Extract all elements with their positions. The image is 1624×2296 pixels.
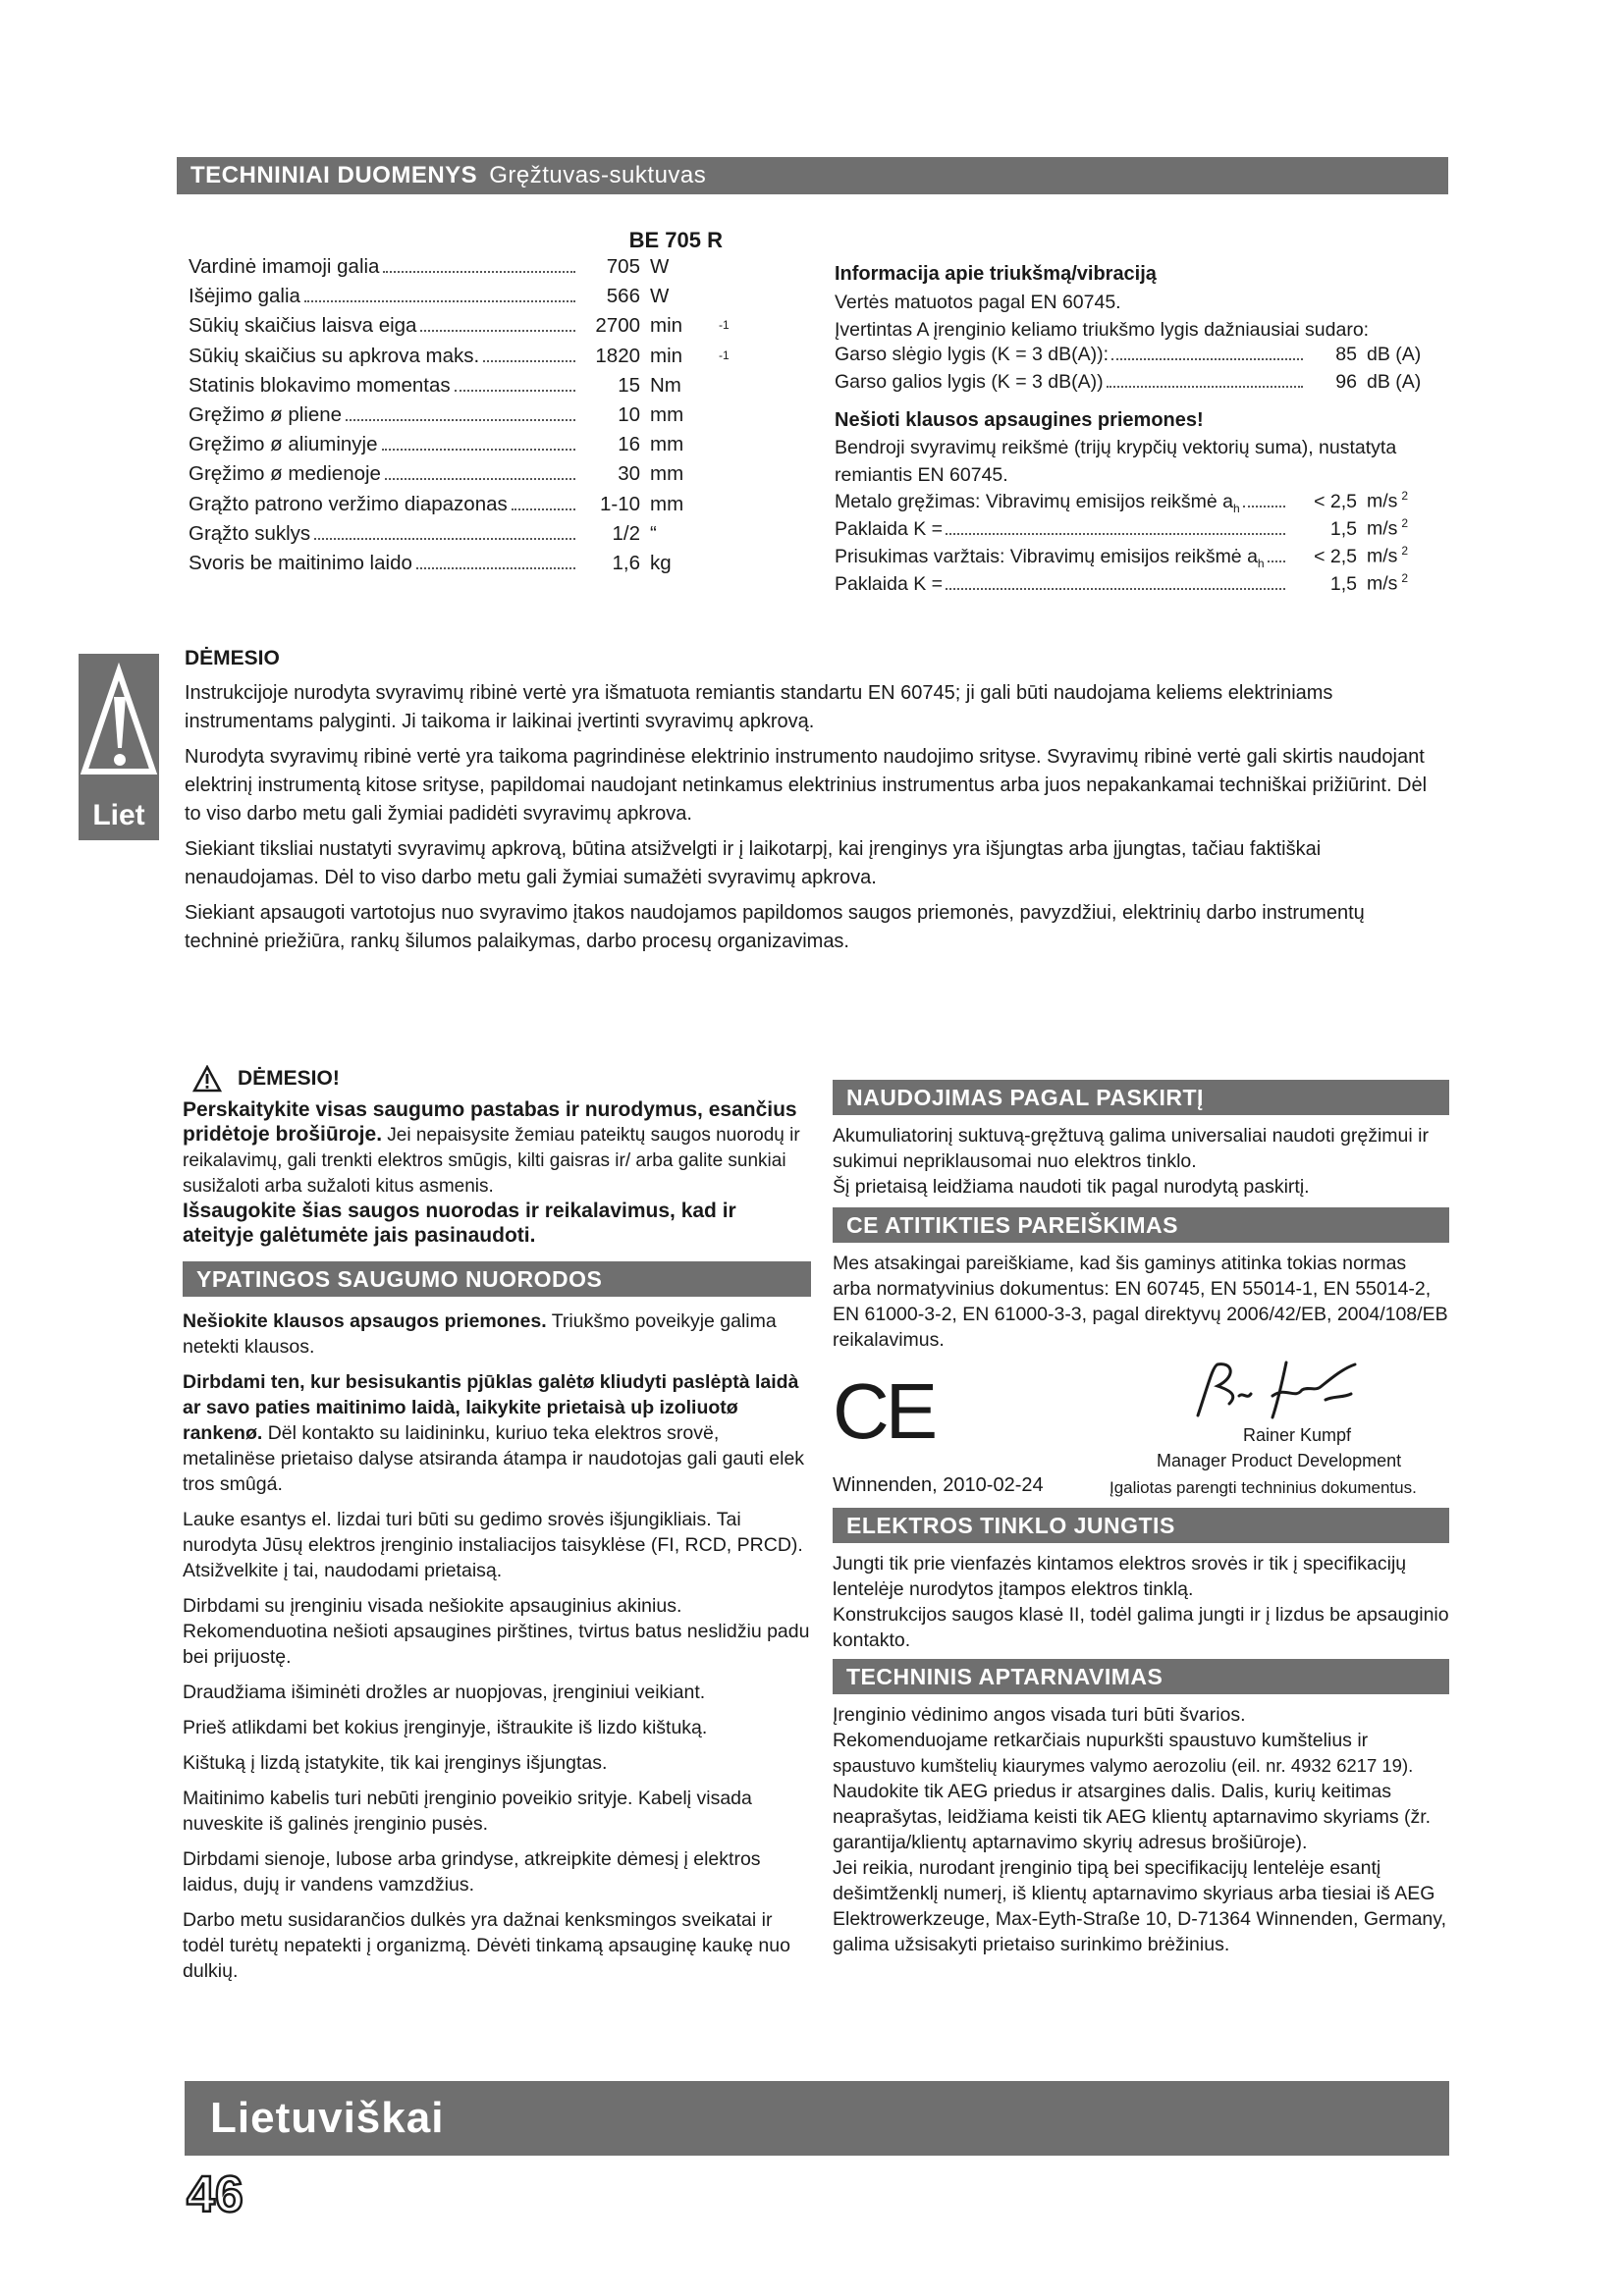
leader-dots [483,360,575,362]
ce-signature-block [833,1362,1449,1508]
spec-superscript [719,552,738,556]
safety-paragraph: Darbo metu susidarančios dulkės yra dažnai kenksmingos sveikatai ir todėl turėtų nepatekti į organizmą. Dėvėti tinkamą apsauginę kaukę nuo dulkių. [183,1909,790,1982]
vibration-row [835,544,1434,571]
leader-dots [1268,561,1285,562]
vibration-intro: Bendroji svyravimų reikšmė (trijų krypčių vektorių suma), nustatyta remiantis EN 60745. [835,437,1397,486]
leader-dots [420,330,575,332]
specs-model: BE 705 R [628,228,723,252]
authorized-note: Įgaliotas parengti techninius dokumentus. [1110,1478,1417,1497]
warning-heading [183,1062,811,1095]
spec-row [189,403,738,433]
attention-paragraph: Siekiant apsaugoti vartotojus nuo svyravimo įtakos naudojamos papildomos saugos priemonės, pavyzdžiui, elektrinių darbo instrumentų techninė priežiūra, rankų šilumos palaikymas, darbo procesų organizavimas. [185,902,1365,952]
warning-bold: Perskaitykite visas saugumo pastabas ir nurodymus, esančius pridėtoje brošiūroje. [183,1098,797,1146]
vibration-label: Metalo gręžimas: Vibravimų emisijos reikšmė $a_h$ [835,490,1240,515]
safety-text: Triukšmo poveikyje galima netekti klausos. [183,1310,777,1358]
language-side-tab [79,654,159,840]
spec-unit: “ [650,521,657,545]
signatory-role: Manager Product Development [1157,1451,1402,1470]
section-header-special-safety [183,1261,811,1297]
spec-label: Vardinė imamoji galia [189,255,380,278]
spec-value: 16 [618,433,640,456]
vibration-superscript: 2 [1401,489,1409,503]
leader-dots [383,271,575,273]
noise-unit: dB (A) [1367,344,1422,365]
leader-dots [304,300,575,302]
vibration-unit: m/s $^2$ [1367,489,1409,512]
spec-superscript: -1 [719,318,730,333]
footer-language-bar [185,2081,1449,2156]
specs-table [189,228,738,581]
safety-paragraph: Kištuką į lizdą įstatykite, tik kai įrenginys išjungtas. [183,1752,608,1774]
spec-superscript [719,462,738,466]
vibration-label: Prisukimas varžtais: Vibravimų emisijos reikšmė $a_h$ [835,545,1265,570]
leader-dots [455,390,575,392]
spec-label: Grąžto suklys [189,521,311,545]
noise-label: Garso galios lygis (K = 3 dB(A)) [835,371,1104,393]
ce-mark: CE [833,1367,935,1455]
safety-paragraph: Prieš atlikdami bet kokius įrenginyje, ištraukite iš lizdo kištuką. [183,1717,708,1738]
section-header-mains [833,1508,1449,1543]
spec-row [189,285,738,314]
spec-value: 30 [618,462,640,486]
warning-keep-bold: Išsaugokite šias saugos nuorodas ir reikalavimus, kad ir ateityje galėtumėte jais pasinaudoti. [183,1200,736,1247]
special-safety-title: YPATINGOS SAUGUMO NUORODOS [196,1265,603,1292]
warning-triangle-icon [79,662,159,789]
spec-value: 1820 [595,344,640,367]
signatory-name: Rainer Kumpf [1243,1425,1352,1445]
spec-unit: mm [650,402,684,426]
safety-paragraph: Dirbdami su įrenginiu visada nešiokite apsauginius akinius. Rekomenduotina nešioti apsaugines pirštines, tvirtus batus neslidžiu padu bei prijuostę. [183,1595,810,1668]
spec-label: Sūkių skaičius laisva eiga [189,314,417,338]
spec-row [189,433,738,462]
noise-label: Garso slėgio lygis (K = 3 dB(A)): [835,344,1110,365]
safety-paragraph: Maitinimo kabelis turi nebūti įrenginio poveikio srityje. Kabelį visada nuveskite iš galinės įrenginio pusės. [183,1788,752,1835]
spec-unit: mm [650,462,684,486]
spec-superscript [719,374,738,378]
safety-paragraph: Dirbdami sienoje, lubose arba grindyse, atkreipkite dėmesį į elektros laidus, dujų ir vandens vamzdžius. [183,1848,761,1896]
intended-use-text: Šį prietaisą leidžiama naudoti tik pagal nurodytą paskirtį. [833,1176,1310,1198]
section-header-technical-data [177,157,1448,194]
spec-value: 2700 [595,314,640,338]
attention-paragraph: Instrukcijoje nurodyta svyravimų ribinė vertė yra išmatuota remiantis standartu EN 60745; ji gali būti naudojama keliems elektriniams instrumentams palyginti. Ji taikoma ir laikinai įvertinti svyravimų apkrovą. [185,682,1333,732]
spec-row [189,374,738,403]
spec-label: Išėjimo galia [189,285,300,308]
signature-icon [1178,1357,1375,1425]
spec-row [189,345,738,374]
vibration-row [835,516,1434,544]
spec-value: 10 [618,402,640,426]
section-header-maintenance [833,1659,1449,1694]
mains-text: Konstrukcijos saugos klasė II, todėl galima jungti ir į lizdus be apsauginio kontakto. [833,1604,1449,1651]
attention-paragraph: Nurodyta svyravimų ribinė vertė yra taikoma pagrindinėse elektrinio instrumento naudojimo srityse. Svyravimų ribinė vertė gali skirtis naudojant elektrinį instrumentą kitose srityse, papildomai naudojant netinkamus elektrinius instrumentus arba juos nepakankamai techniškai prižiūrint. Dėl to viso darbo metu gali žymiai padidėti svyravimų apkrova. [185,746,1428,825]
leader-dots [1107,386,1303,388]
spec-label: Sūkių skaičius su apkrova maks. [189,344,480,367]
spec-unit: min [650,344,683,367]
spec-unit: mm [650,492,684,515]
spec-value: 15 [618,373,640,397]
safety-paragraph: Draudžiama išiminėti drožles ar nuopjovas, įrenginiui veikiant. [183,1682,706,1703]
leader-dots [946,533,1285,535]
spec-superscript: -1 [719,347,730,362]
safety-text: Dël kontakto su laidininku, kuriuo teka elektros srovë, metalinëse prietaiso dalyse atsiranda átampa ir naudotojas gali gauti elek tros smûgá. [183,1422,805,1495]
ce-title: CE ATITIKTIES PAREIŠKIMAS [846,1211,1178,1238]
spec-value: 1/2 [612,521,640,545]
spec-superscript [719,403,738,407]
safety-bold: Nešiokite klausos apsaugos priemones. [183,1310,547,1332]
spec-label: Statinis blokavimo momentas [189,373,451,397]
vibration-label: Paklaida K = [835,517,944,540]
maintenance-text: Rekomenduojame retkarčiais nupurkšti spaustuvo kumštelius ir [833,1730,1369,1751]
spec-unit: W [650,285,670,308]
spec-unit: W [650,255,670,278]
leader-dots [382,449,575,451]
spec-superscript [719,493,738,497]
noise-vibration-block [835,259,1434,599]
vibration-unit: m/s $^2$ [1367,516,1409,540]
noise-title: Informacija apie triukšmą/vibraciją [835,263,1157,285]
spec-value: 1,6 [612,551,640,574]
vibration-subscript: h [1257,556,1265,570]
maintenance-text: spaustuvo kumštelių kiaurymes valymo aerozoliu (eil. nr. 4932 6217 19). [833,1755,1414,1776]
warning-triangle-icon [192,1065,222,1093]
attention-section [185,644,1441,963]
spec-superscript [719,433,738,437]
side-tab-label: Liet [92,799,145,831]
spec-row [189,552,738,581]
vibration-unit: m/s $^2$ [1367,571,1409,595]
ce-text: Mes atsakingai pareiškiame, kad šis gaminys atitinka tokias normas arba normatyvinius dokumentus: EN 60745, EN 55014-1, EN 55014-2, EN 61000-3-2, EN 61000-3-3, pagal direktyvų 2006/42/EB, 2004/108/EB reikalavimus. [833,1253,1448,1351]
intended-use-text: Akumuliatorinį suktuvą-gręžtuvą galima universaliai naudoti gręžimui ir sukimui nepriklausomai nuo elektros tinklo. [833,1125,1429,1172]
safety-paragraph [183,1308,811,1360]
leader-dots [1243,506,1285,507]
attention-title: DĖMESIO [185,647,280,669]
spec-row [189,314,738,344]
vibration-unit: m/s $^2$ [1367,544,1409,567]
protection-title: Nešioti klausos apsaugines priemones! [835,409,1204,431]
vibration-row [835,489,1434,516]
leader-dots [946,588,1285,590]
maintenance-text: Įrenginio vėdinimo angos visada turi būti švarios. [833,1704,1246,1726]
noise-value: 96 [1335,371,1357,393]
spec-row [189,493,738,522]
spec-value: 1-10 [599,492,640,515]
section-header-ce [833,1207,1449,1243]
leader-dots [314,538,575,540]
warning-title: DĖMESIO! [238,1067,340,1090]
spec-row [189,462,738,492]
spec-row [189,522,738,552]
noise-unit: dB (A) [1367,371,1422,393]
vibration-row [835,571,1434,599]
vibration-value: 1,5 [1329,517,1357,540]
spec-label: Gręžimo ø pliene [189,402,343,426]
vibration-superscript: 2 [1401,571,1409,585]
safety-paragraph: Lauke esantys el. lizdai turi būti su gedimo srovės išjungikliais. Tai nurodyta Jūsų elektros įrenginio instaliacijos taisyklėse (FI, RCD, PRCD). Atsižvelkite į tai, naudodami prietaisą. [183,1509,803,1581]
spec-unit: kg [650,551,672,574]
spec-unit: Nm [650,373,681,397]
spec-label: Gręžimo ø medienoje [189,462,381,486]
spec-value: 566 [606,285,640,308]
warning-keep [183,1199,811,1248]
footer-language: Lietuviškai [210,2094,445,2142]
vibration-value: < 2,5 [1314,490,1357,512]
noise-line2: Įvertintas A įrenginio keliamo triukšmo lygis dažniausiai sudaro: [835,319,1370,341]
vibration-subscript: h [1233,501,1240,515]
header-title: TECHNINIAI DUOMENYS [190,162,478,188]
spec-value: 705 [606,255,640,278]
noise-row [835,371,1434,399]
warning-paragraph [183,1097,811,1199]
leader-dots [1111,358,1303,360]
spec-row [189,255,738,285]
vibration-value: < 2,5 [1314,545,1357,567]
vibration-superscript: 2 [1401,516,1409,530]
left-column [183,1062,811,1994]
leader-dots [346,419,575,421]
maintenance-text: Jei reikia, nurodant įrenginio tipą bei specifikacijų lentelėje esantį dešimtženklį numerį, iš klientų aptarnavimo skyriaus arba tiesiai iš AEG Elektrowerkzeuge, Max-Eyth-Straße 10, D-71364 Winnenden, Germany, galima užsisakyti prietaiso surinkimo brėžinius. [833,1857,1446,1955]
maintenance-text: Naudokite tik AEG priedus ir atsargines dalis. Dalis, kurių keitimas neaprašytas, leidžiama keisti tik AEG klientų aptarnavimo skyriams (žr. garantija/klientų aptarnavimo skyrių adresus brošiūroje). [833,1781,1432,1853]
leader-dots [416,567,575,569]
spec-superscript [719,522,738,526]
spec-superscript [719,255,738,259]
header-subtitle: Gręžtuvas-suktuvas [489,162,707,188]
safety-bold: Dirbdami ten, kur besisukantis pjūklas galėtø kliudyti paslėptà laidà ar savo paties maitinimo laidà, laikykite prietaisà uþ izoliuotø rankenø. [183,1371,799,1444]
noise-row [835,344,1434,371]
spec-label: Grąžto patrono veržimo diapazonas [189,492,508,515]
spec-label: Svoris be maitinimo laido [189,551,412,574]
warning-text: Jei nepaisysite žemiau pateiktų saugos nuorodų ir reikalavimų, gali trenkti elektros smūgis, kilti gaisras ir/ arba galite sunkiai susižaloti arba sužaloti kitus asmenis. [183,1125,800,1197]
page-number: 46 [187,2166,244,2223]
vibration-label: Paklaida K = [835,572,944,595]
noise-line1: Vertės matuotos pagal EN 60745. [835,292,1121,313]
maintenance-title: TECHNINIS APTARNAVIMAS [846,1663,1164,1689]
noise-value: 85 [1335,344,1357,365]
vibration-value: 1,5 [1329,572,1357,595]
spec-unit: mm [650,433,684,456]
place-date: Winnenden, 2010-02-24 [833,1474,1044,1496]
spec-superscript [719,285,738,289]
intended-use-title: NAUDOJIMAS PAGAL PASKIRTĮ [846,1084,1204,1110]
right-column [833,1080,1449,1957]
safety-paragraph [183,1369,811,1497]
section-header-intended-use [833,1080,1449,1115]
mains-text: Jungti tik prie vienfazės kintamos elektros srovės ir tik į specifikacijų lentelėje nurodytos įtampos elektros tinklą. [833,1553,1407,1600]
spec-unit: min [650,314,683,338]
spec-label: Gręžimo ø aliuminyje [189,433,378,456]
vibration-superscript: 2 [1401,544,1409,558]
attention-paragraph: Siekiant tiksliai nustatyti svyravimų apkrovą, būtina atsižvelgti ir į laikotarpį, kai įrenginys yra išjungtas arba įjungtas, tačiau faktiškai nenaudojamas. Dėl to viso darbo metu gali žymiai sumažėti svyravimų apkrova. [185,838,1322,888]
leader-dots [512,508,575,510]
mains-title: ELEKTROS TINKLO JUNGTIS [846,1512,1175,1538]
leader-dots [385,478,575,480]
